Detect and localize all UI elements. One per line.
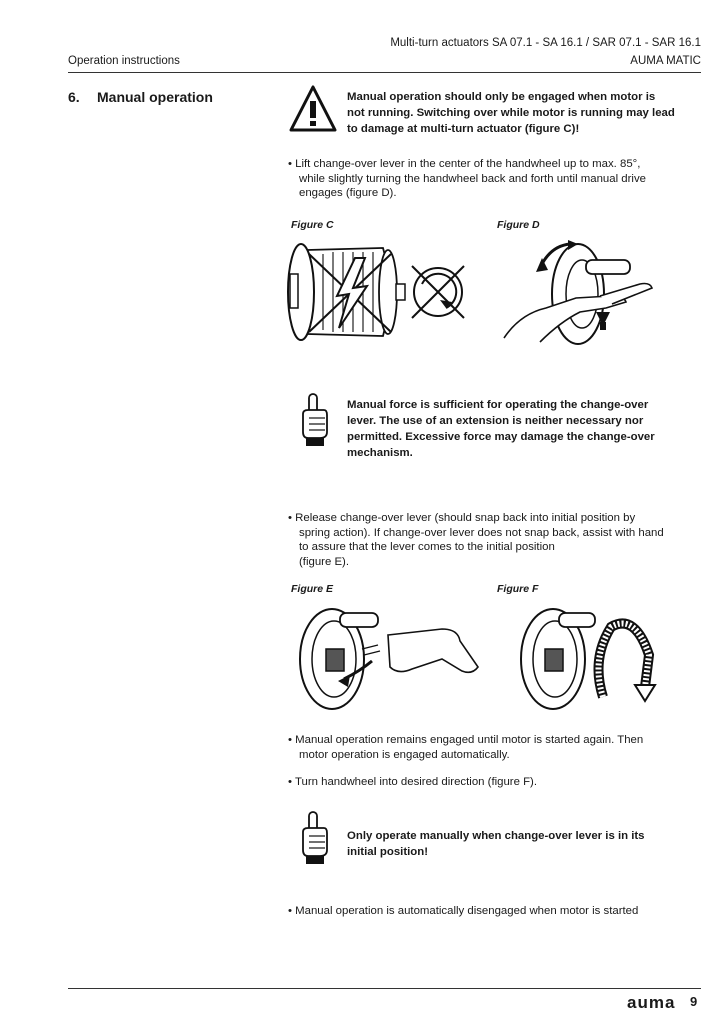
pointing-hand-icon — [298, 392, 330, 450]
step-line: to assure that the lever comes to the initial position — [299, 541, 555, 553]
figure-c-label: Figure C — [291, 219, 334, 231]
figure-f-label: Figure F — [497, 583, 539, 595]
step-turn-handwheel: • Turn handwheel into desired direction (figure F). — [288, 776, 538, 788]
figure-e-label: Figure E — [291, 583, 334, 595]
figure-f-illustration — [515, 605, 665, 713]
figure-d-label: Figure D — [497, 219, 540, 231]
figure-e-illustration — [292, 605, 482, 713]
warning-text — [347, 89, 705, 137]
step-line: while slightly turning the handwheel back and forth until manual drive — [299, 172, 646, 185]
header-rule — [68, 72, 701, 73]
note-line: initial position! — [347, 846, 428, 858]
footer-rule — [68, 988, 701, 989]
note-line: permitted. Excessive force may damage the change-over — [347, 431, 655, 443]
step-line: motor operation is engaged automatically. — [299, 748, 510, 761]
warning-triangle-icon — [289, 85, 337, 133]
step-lift-lever — [288, 157, 688, 201]
header-right-label: AUMA MATIC — [630, 55, 701, 67]
note-force-text — [347, 397, 705, 461]
warning-line: Manual operation should only be engaged when motor is — [347, 91, 656, 103]
auma-logo: auma — [627, 993, 676, 1012]
note-line: lever. The use of an extension is neither necessary nor — [347, 415, 644, 427]
step-line: • Release change-over lever (should snap back into initial position by — [288, 512, 636, 524]
step-manual-engaged — [288, 733, 688, 762]
step-release-lever — [288, 511, 688, 569]
step-line: engages (figure D). — [299, 187, 397, 199]
page-number: 9 — [690, 994, 698, 1009]
figure-d-illustration — [500, 238, 660, 350]
section-number: 6. — [68, 89, 80, 105]
warning-line: to damage at multi-turn actuator (figure C)! — [347, 123, 580, 135]
figure-c-illustration — [283, 240, 483, 348]
step-line: spring action). If change-over lever does not snap back, assist with hand — [299, 526, 664, 539]
header-left-label: Operation instructions — [68, 55, 180, 67]
note-line: Manual force is sufficient for operating the change-over — [347, 399, 649, 411]
step-auto-disengage: • Manual operation is automatically disengaged when motor is started — [288, 905, 639, 917]
note-line: mechanism. — [347, 447, 413, 459]
warning-line: not running. Switching over while motor is running may lead — [347, 107, 675, 119]
note-line: Only operate manually when change-over lever is in its — [347, 830, 645, 842]
note-initial-position-text — [347, 828, 705, 860]
step-line: • Manual operation remains engaged until motor is started again. Then — [288, 734, 644, 746]
section-title: Manual operation — [97, 89, 213, 105]
step-line: (figure E). — [299, 555, 350, 568]
step-line: • Lift change-over lever in the center of the handwheel up to max. 85°, — [288, 158, 641, 170]
pointing-hand-icon — [298, 810, 330, 868]
document-title: Multi-turn actuators SA 07.1 - SA 16.1 / SAR 07.1 - SAR 16.1 — [390, 37, 701, 49]
